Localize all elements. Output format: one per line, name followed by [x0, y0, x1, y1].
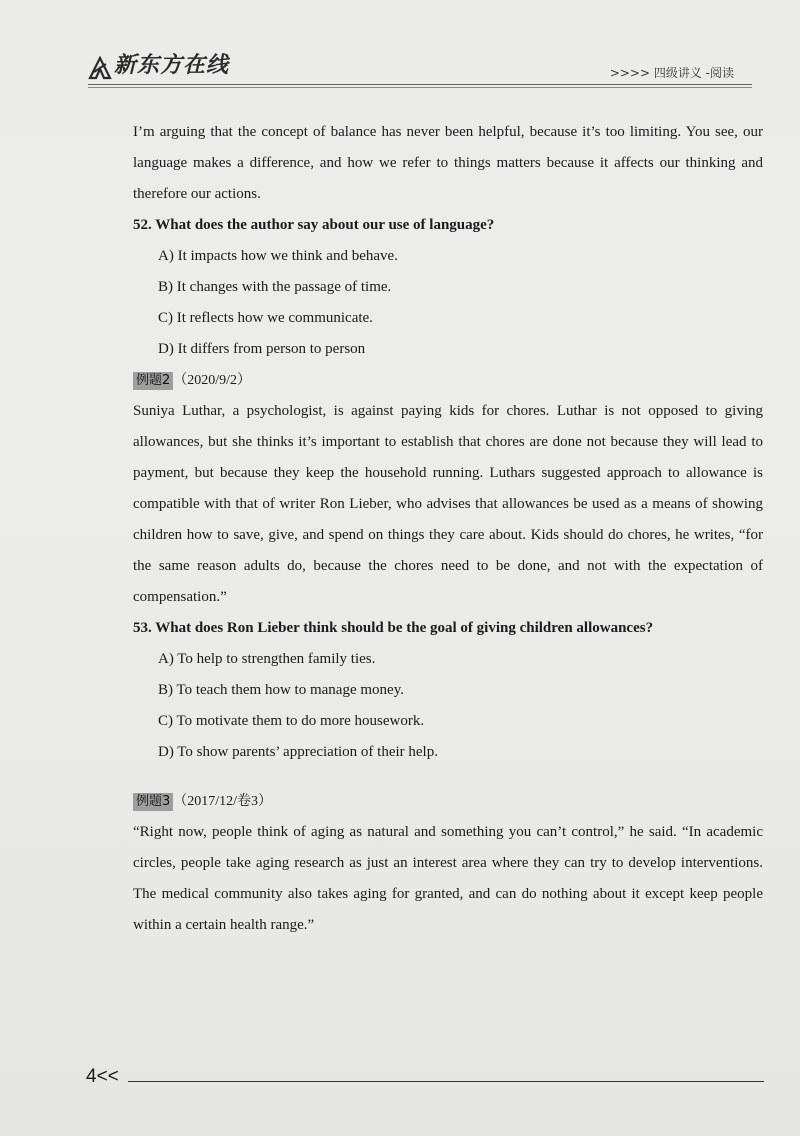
page-number: 4<< — [86, 1066, 119, 1087]
q52-option-b: B) It changes with the passage of time. — [158, 279, 392, 295]
spacer — [133, 768, 763, 786]
q52-option-c: C) It reflects how we communicate. — [158, 310, 373, 326]
q53-option-b: B) To teach them how to manage money. — [158, 682, 404, 698]
footer-divider — [128, 1081, 764, 1082]
q53-option-c: C) To motivate them to do more housework. — [158, 713, 425, 729]
brand-logo — [88, 52, 229, 80]
q53-option-a: A) To help to strengthen family ties. — [158, 651, 376, 667]
passage-1: I’m arguing that the concept of balance has never been helpful, because it’s too limiting. You see, our language makes a difference, and how we refer to things matters because it affects our thinking and therefore our actions. — [133, 124, 763, 202]
brand-name: 新东方在线 — [114, 53, 230, 78]
header-divider — [88, 84, 752, 85]
main-content — [133, 117, 763, 941]
question-53: 53. What does Ron Lieber think should be the goal of giving children allowances? — [133, 620, 654, 636]
example-3-tag: 例题3 — [133, 793, 173, 811]
q52-option-a: A) It impacts how we think and behave. — [158, 248, 398, 264]
header-divider-secondary — [88, 87, 752, 88]
section-title: >>>> 四级讲义 -阅读 — [609, 66, 734, 80]
passage-3: “Right now, people think of aging as natural and something you can’t control,” he said. “In academic circles, people take aging research as just an interest area where they can try to develop interventions. The medical community also takes aging for granted, and can do nothing about it except keep people within a certain health range.” — [133, 824, 763, 933]
question-52: 52. What does the author say about our use of language? — [133, 217, 495, 233]
logo-mark-icon — [88, 56, 112, 80]
example-3-header — [133, 786, 763, 817]
example-2-header — [133, 365, 763, 396]
example-3-source: （2017/12/卷3） — [173, 794, 273, 809]
example-2-source: （2020/9/2） — [173, 373, 252, 388]
example-2-tag: 例题2 — [133, 372, 173, 390]
passage-2: Suniya Luthar, a psychologist, is against paying kids for chores. Luthar is not opposed to giving allowances, but she thinks it’s important to establish that chores are done not because they will lead to payment, but because they keep the household running. Luthars suggested approach to allowance is compatible with that of writer Ron Lieber, who advises that allowances be used as a means of showing children how to save, give, and spend on things they care about. Kids should do chores, he writes, “for the same reason adults do, because the chores need to be done, and not with the expectation of compensation.” — [133, 403, 763, 605]
q53-option-d: D) To show parents’ appreciation of their help. — [158, 744, 438, 760]
q52-option-d: D) It differs from person to person — [158, 341, 366, 357]
